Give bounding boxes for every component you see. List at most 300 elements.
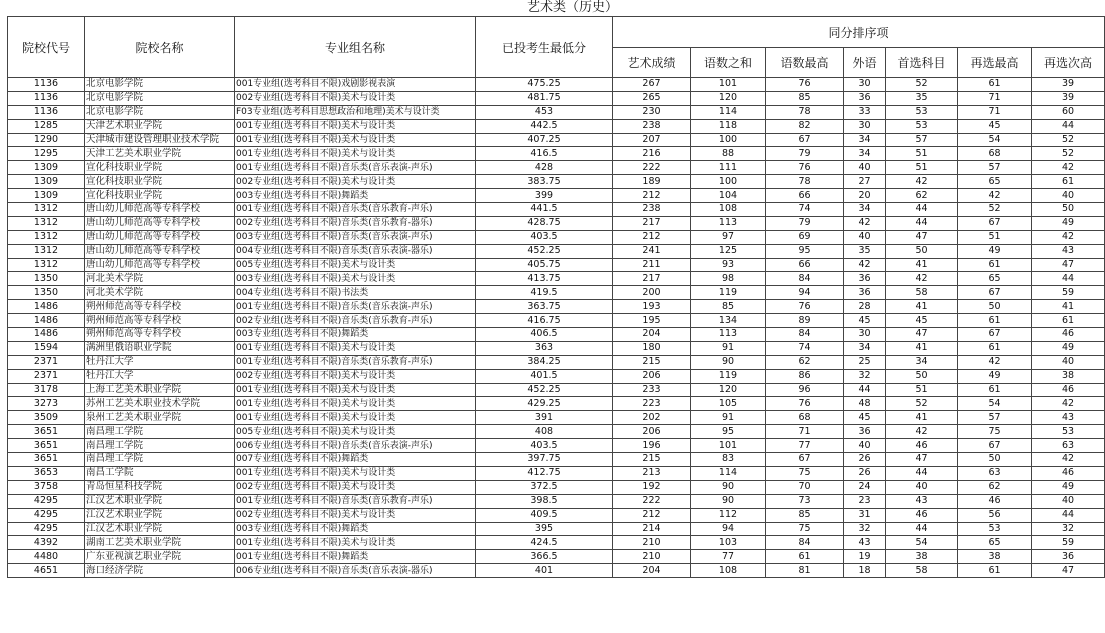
cell-min-score: 405.75: [476, 258, 613, 272]
table-row: [8, 550, 1105, 564]
cell-elective-second: 52: [1032, 147, 1105, 161]
cell-chinese-math-sum: 103: [691, 536, 766, 550]
cell-school-code: 1295: [8, 147, 85, 161]
table-row: [8, 508, 1105, 522]
table-row: [8, 536, 1105, 550]
cell-art-score: 215: [613, 355, 691, 369]
cell-art-score: 195: [613, 314, 691, 328]
table-row: [8, 494, 1105, 508]
cell-foreign-language: 36: [844, 425, 886, 439]
cell-min-score: 442.5: [476, 119, 613, 133]
header-group-name: 专业组名称: [235, 17, 476, 78]
cell-foreign-language: 32: [844, 522, 886, 536]
cell-art-score: 216: [613, 147, 691, 161]
page-title: 艺术类（历史）: [526, 0, 618, 15]
cell-min-score: 452.25: [476, 383, 613, 397]
cell-chinese-math-sum: 119: [691, 286, 766, 300]
cell-school-name: 南昌理工学院: [85, 425, 235, 439]
cell-first-subject: 58: [886, 564, 958, 578]
cell-elective-max: 67: [958, 286, 1032, 300]
cell-chinese-math-sum: 100: [691, 133, 766, 147]
cell-group-name: 001专业组(选考科目不限)音乐类(音乐教育-声乐): [235, 203, 476, 217]
cell-art-score: 267: [613, 78, 691, 92]
cell-school-name: 唐山幼儿师范高等专科学校: [85, 203, 235, 217]
cell-art-score: 214: [613, 522, 691, 536]
cell-foreign-language: 30: [844, 78, 886, 92]
cell-elective-second: 41: [1032, 300, 1105, 314]
cell-group-name: 006专业组(选考科目不限)音乐类(音乐表演-声乐): [235, 439, 476, 453]
cell-first-subject: 52: [886, 397, 958, 411]
cell-elective-max: 42: [958, 355, 1032, 369]
cell-foreign-language: 40: [844, 230, 886, 244]
cell-group-name: 001专业组(选考科目不限)美术与设计类: [235, 383, 476, 397]
cell-chinese-math-max: 95: [766, 244, 844, 258]
cell-chinese-math-max: 71: [766, 425, 844, 439]
cell-chinese-math-max: 84: [766, 272, 844, 286]
cell-school-name: 朔州师范高等专科学校: [85, 300, 235, 314]
cell-elective-second: 44: [1032, 272, 1105, 286]
cell-elective-second: 44: [1032, 508, 1105, 522]
cell-min-score: 397.75: [476, 453, 613, 467]
cell-school-code: 1312: [8, 230, 85, 244]
cell-foreign-language: 24: [844, 480, 886, 494]
cell-elective-max: 53: [958, 522, 1032, 536]
cell-chinese-math-sum: 104: [691, 189, 766, 203]
cell-chinese-math-max: 75: [766, 522, 844, 536]
cell-elective-second: 47: [1032, 258, 1105, 272]
cell-min-score: 424.5: [476, 536, 613, 550]
cell-elective-second: 46: [1032, 383, 1105, 397]
cell-min-score: 452.25: [476, 244, 613, 258]
cell-foreign-language: 28: [844, 300, 886, 314]
cell-school-code: 1486: [8, 314, 85, 328]
cell-school-code: 3651: [8, 453, 85, 467]
cell-elective-second: 42: [1032, 230, 1105, 244]
cell-elective-max: 61: [958, 314, 1032, 328]
cell-elective-second: 52: [1032, 133, 1105, 147]
cell-group-name: 001专业组(选考科目不限)美术与设计类: [235, 411, 476, 425]
cell-first-subject: 44: [886, 466, 958, 480]
cell-elective-second: 32: [1032, 522, 1105, 536]
cell-school-code: 4392: [8, 536, 85, 550]
cell-first-subject: 41: [886, 258, 958, 272]
cell-elective-max: 56: [958, 508, 1032, 522]
cell-school-code: 3651: [8, 425, 85, 439]
cell-school-code: 3653: [8, 466, 85, 480]
cell-chinese-math-max: 69: [766, 230, 844, 244]
cell-school-name: 牡丹江大学: [85, 369, 235, 383]
cell-first-subject: 47: [886, 453, 958, 467]
cell-elective-second: 38: [1032, 369, 1105, 383]
cell-school-code: 1136: [8, 105, 85, 119]
cell-art-score: 202: [613, 411, 691, 425]
cell-elective-second: 40: [1032, 494, 1105, 508]
cell-art-score: 238: [613, 119, 691, 133]
cell-art-score: 212: [613, 230, 691, 244]
cell-group-name: 001专业组(选考科目不限)美术与设计类: [235, 466, 476, 480]
cell-elective-max: 71: [958, 105, 1032, 119]
cell-group-name: 002专业组(选考科目不限)音乐类(音乐教育-器乐): [235, 216, 476, 230]
cell-school-code: 1136: [8, 91, 85, 105]
cell-elective-max: 51: [958, 230, 1032, 244]
cell-chinese-math-max: 84: [766, 328, 844, 342]
table-row: [8, 161, 1105, 175]
cell-school-code: 1350: [8, 286, 85, 300]
cell-group-name: 001专业组(选考科目不限)美术与设计类: [235, 119, 476, 133]
cell-art-score: 217: [613, 272, 691, 286]
cell-chinese-math-sum: 93: [691, 258, 766, 272]
cell-school-code: 1290: [8, 133, 85, 147]
cell-min-score: 383.75: [476, 175, 613, 189]
cell-first-subject: 50: [886, 369, 958, 383]
cell-first-subject: 43: [886, 494, 958, 508]
table-row: [8, 258, 1105, 272]
cell-chinese-math-sum: 88: [691, 147, 766, 161]
cell-elective-max: 46: [958, 494, 1032, 508]
cell-school-name: 河北美术学院: [85, 286, 235, 300]
cell-chinese-math-sum: 113: [691, 328, 766, 342]
cell-elective-max: 67: [958, 439, 1032, 453]
cell-first-subject: 50: [886, 244, 958, 258]
cell-first-subject: 44: [886, 522, 958, 536]
cell-min-score: 363.75: [476, 300, 613, 314]
cell-foreign-language: 27: [844, 175, 886, 189]
cell-elective-max: 65: [958, 175, 1032, 189]
cell-school-name: 河北美术学院: [85, 272, 235, 286]
cell-group-name: 005专业组(选考科目不限)美术与设计类: [235, 258, 476, 272]
cell-school-name: 江汉艺术职业学院: [85, 494, 235, 508]
cell-foreign-language: 23: [844, 494, 886, 508]
table-row: [8, 341, 1105, 355]
cell-elective-max: 50: [958, 300, 1032, 314]
table-row: [8, 230, 1105, 244]
cell-first-subject: 44: [886, 216, 958, 230]
cell-min-score: 401.5: [476, 369, 613, 383]
cell-chinese-math-max: 67: [766, 133, 844, 147]
header-school-name: 院校名称: [85, 17, 235, 78]
cell-first-subject: 40: [886, 480, 958, 494]
cell-elective-max: 67: [958, 328, 1032, 342]
cell-first-subject: 42: [886, 272, 958, 286]
table-row: [8, 300, 1105, 314]
cell-foreign-language: 26: [844, 453, 886, 467]
cell-elective-max: 49: [958, 369, 1032, 383]
cell-school-code: 1594: [8, 341, 85, 355]
cell-group-name: 001专业组(选考科目不限)音乐类(音乐表演-声乐): [235, 300, 476, 314]
cell-foreign-language: 35: [844, 244, 886, 258]
cell-art-score: 210: [613, 536, 691, 550]
cell-chinese-math-max: 74: [766, 203, 844, 217]
cell-chinese-math-max: 85: [766, 91, 844, 105]
cell-art-score: 265: [613, 91, 691, 105]
cell-art-score: 223: [613, 397, 691, 411]
cell-chinese-math-sum: 120: [691, 383, 766, 397]
cell-school-code: 2371: [8, 369, 85, 383]
cell-foreign-language: 40: [844, 161, 886, 175]
cell-min-score: 416.5: [476, 147, 613, 161]
cell-chinese-math-sum: 114: [691, 105, 766, 119]
cell-group-name: 001专业组(选考科目不限)美术与设计类: [235, 133, 476, 147]
cell-chinese-math-sum: 125: [691, 244, 766, 258]
cell-chinese-math-sum: 95: [691, 425, 766, 439]
cell-school-code: 1136: [8, 78, 85, 92]
cell-group-name: 002专业组(选考科目不限)美术与设计类: [235, 175, 476, 189]
cell-first-subject: 41: [886, 341, 958, 355]
cell-chinese-math-sum: 101: [691, 439, 766, 453]
cell-art-score: 192: [613, 480, 691, 494]
table-row: [8, 189, 1105, 203]
cell-art-score: 238: [613, 203, 691, 217]
cell-elective-max: 57: [958, 411, 1032, 425]
cell-min-score: 401: [476, 564, 613, 578]
cell-chinese-math-max: 82: [766, 119, 844, 133]
cell-first-subject: 57: [886, 133, 958, 147]
cell-min-score: 384.25: [476, 355, 613, 369]
cell-elective-second: 46: [1032, 466, 1105, 480]
cell-school-code: 2371: [8, 355, 85, 369]
cell-first-subject: 51: [886, 383, 958, 397]
cell-first-subject: 51: [886, 147, 958, 161]
cell-art-score: 241: [613, 244, 691, 258]
cell-school-name: 广东亚视演艺职业学院: [85, 550, 235, 564]
cell-chinese-math-sum: 90: [691, 494, 766, 508]
cell-elective-second: 60: [1032, 105, 1105, 119]
table-row: [8, 466, 1105, 480]
cell-elective-max: 45: [958, 119, 1032, 133]
cell-school-code: 1309: [8, 161, 85, 175]
cell-group-name: 001专业组(选考科目不限)美术与设计类: [235, 397, 476, 411]
cell-school-code: 1312: [8, 216, 85, 230]
cell-chinese-math-max: 68: [766, 411, 844, 425]
cell-elective-max: 68: [958, 147, 1032, 161]
cell-chinese-math-max: 96: [766, 383, 844, 397]
table-row: [8, 203, 1105, 217]
cell-chinese-math-max: 66: [766, 189, 844, 203]
cell-elective-max: 52: [958, 203, 1032, 217]
cell-school-name: 海口经济学院: [85, 564, 235, 578]
cell-art-score: 211: [613, 258, 691, 272]
cell-school-code: 1309: [8, 189, 85, 203]
table-row: [8, 369, 1105, 383]
cell-art-score: 193: [613, 300, 691, 314]
cell-elective-max: 38: [958, 550, 1032, 564]
cell-foreign-language: 40: [844, 439, 886, 453]
cell-school-code: 4295: [8, 494, 85, 508]
cell-school-code: 1309: [8, 175, 85, 189]
cell-group-name: 002专业组(选考科目不限)美术与设计类: [235, 369, 476, 383]
cell-elective-second: 47: [1032, 564, 1105, 578]
cell-elective-max: 61: [958, 258, 1032, 272]
cell-min-score: 409.5: [476, 508, 613, 522]
cell-first-subject: 53: [886, 105, 958, 119]
table-body: [8, 78, 1105, 578]
cell-school-name: 南昌理工学院: [85, 453, 235, 467]
table-row: [8, 564, 1105, 578]
cell-foreign-language: 33: [844, 105, 886, 119]
cell-chinese-math-sum: 113: [691, 216, 766, 230]
cell-chinese-math-max: 81: [766, 564, 844, 578]
cell-foreign-language: 32: [844, 369, 886, 383]
cell-min-score: 363: [476, 341, 613, 355]
cell-min-score: 441.5: [476, 203, 613, 217]
cell-group-name: 002专业组(选考科目不限)美术与设计类: [235, 91, 476, 105]
header-first-subject: 首选科目: [886, 48, 958, 78]
cell-group-name: 001专业组(选考科目不限)美术与设计类: [235, 341, 476, 355]
cell-min-score: 453: [476, 105, 613, 119]
header-foreign-language: 外语: [844, 48, 886, 78]
table-row: [8, 439, 1105, 453]
cell-chinese-math-sum: 91: [691, 341, 766, 355]
cell-elective-second: 49: [1032, 480, 1105, 494]
table-row: [8, 244, 1105, 258]
cell-school-name: 江汉艺术职业学院: [85, 508, 235, 522]
header-art-score: 艺术成绩: [613, 48, 691, 78]
cell-foreign-language: 45: [844, 314, 886, 328]
cell-school-name: 南昌工学院: [85, 466, 235, 480]
cell-first-subject: 38: [886, 550, 958, 564]
cell-foreign-language: 44: [844, 383, 886, 397]
cell-chinese-math-sum: 91: [691, 411, 766, 425]
cell-foreign-language: 45: [844, 411, 886, 425]
cell-min-score: 419.5: [476, 286, 613, 300]
cell-chinese-math-max: 70: [766, 480, 844, 494]
cell-group-name: 006专业组(选考科目不限)音乐类(音乐表演-器乐): [235, 564, 476, 578]
cell-group-name: 003专业组(选考科目不限)美术与设计类: [235, 272, 476, 286]
cell-school-name: 天津城市建设管理职业技术学院: [85, 133, 235, 147]
table-row: [8, 133, 1105, 147]
cell-foreign-language: 26: [844, 466, 886, 480]
cell-elective-second: 44: [1032, 119, 1105, 133]
table-row: [8, 314, 1105, 328]
cell-chinese-math-sum: 77: [691, 550, 766, 564]
cell-elective-max: 62: [958, 480, 1032, 494]
cell-min-score: 412.75: [476, 466, 613, 480]
cell-group-name: F03专业组(选考科目思想政治和地理)美术与设计类: [235, 105, 476, 119]
header-elective-second: 再选次高: [1032, 48, 1105, 78]
cell-art-score: 217: [613, 216, 691, 230]
cell-foreign-language: 30: [844, 119, 886, 133]
cell-school-name: 宣化科技职业学院: [85, 161, 235, 175]
cell-school-code: 1486: [8, 328, 85, 342]
cell-chinese-math-sum: 97: [691, 230, 766, 244]
cell-school-name: 南昌理工学院: [85, 439, 235, 453]
cell-chinese-math-max: 62: [766, 355, 844, 369]
header-school-code: 院校代号: [8, 17, 85, 78]
cell-first-subject: 46: [886, 508, 958, 522]
cell-group-name: 004专业组(选考科目不限)音乐类(音乐表演-器乐): [235, 244, 476, 258]
cell-elective-second: 42: [1032, 161, 1105, 175]
cell-foreign-language: 34: [844, 203, 886, 217]
cell-elective-max: 61: [958, 78, 1032, 92]
cell-art-score: 200: [613, 286, 691, 300]
cell-min-score: 481.75: [476, 91, 613, 105]
cell-foreign-language: 18: [844, 564, 886, 578]
cell-chinese-math-sum: 108: [691, 203, 766, 217]
cell-chinese-math-max: 76: [766, 300, 844, 314]
cell-min-score: 407.25: [476, 133, 613, 147]
table-row: [8, 119, 1105, 133]
cell-foreign-language: 36: [844, 91, 886, 105]
cell-first-subject: 41: [886, 411, 958, 425]
cell-school-code: 1486: [8, 300, 85, 314]
cell-first-subject: 44: [886, 203, 958, 217]
cell-school-name: 宣化科技职业学院: [85, 189, 235, 203]
cell-chinese-math-sum: 98: [691, 272, 766, 286]
cell-chinese-math-max: 89: [766, 314, 844, 328]
cell-elective-second: 50: [1032, 203, 1105, 217]
cell-art-score: 210: [613, 550, 691, 564]
table-row: [8, 216, 1105, 230]
table-row: [8, 175, 1105, 189]
cell-min-score: 403.5: [476, 439, 613, 453]
cell-foreign-language: 43: [844, 536, 886, 550]
cell-school-name: 唐山幼儿师范高等专科学校: [85, 244, 235, 258]
cell-school-name: 青岛恒星科技学院: [85, 480, 235, 494]
table-row: [8, 328, 1105, 342]
table-row: [8, 397, 1105, 411]
cell-foreign-language: 34: [844, 147, 886, 161]
cell-first-subject: 34: [886, 355, 958, 369]
cell-elective-second: 42: [1032, 397, 1105, 411]
cell-chinese-math-sum: 111: [691, 161, 766, 175]
cell-school-name: 唐山幼儿师范高等专科学校: [85, 230, 235, 244]
cell-school-code: 1350: [8, 272, 85, 286]
table-row: [8, 522, 1105, 536]
cell-chinese-math-sum: 108: [691, 564, 766, 578]
cell-chinese-math-max: 76: [766, 161, 844, 175]
cell-foreign-language: 48: [844, 397, 886, 411]
cell-group-name: 001专业组(选考科目不限)美术与设计类: [235, 536, 476, 550]
cell-art-score: 212: [613, 189, 691, 203]
cell-chinese-math-max: 77: [766, 439, 844, 453]
cell-school-name: 满洲里俄语职业学院: [85, 341, 235, 355]
cell-chinese-math-sum: 134: [691, 314, 766, 328]
table-row: [8, 91, 1105, 105]
cell-min-score: 403.5: [476, 230, 613, 244]
cell-group-name: 001专业组(选考科目不限)美术与设计类: [235, 147, 476, 161]
cell-foreign-language: 36: [844, 272, 886, 286]
cell-elective-max: 61: [958, 341, 1032, 355]
cell-first-subject: 47: [886, 230, 958, 244]
cell-elective-max: 49: [958, 244, 1032, 258]
cell-school-name: 上海工艺美术职业学院: [85, 383, 235, 397]
cell-elective-second: 43: [1032, 411, 1105, 425]
cell-school-name: 朔州师范高等专科学校: [85, 328, 235, 342]
cell-chinese-math-sum: 112: [691, 508, 766, 522]
cell-chinese-math-max: 75: [766, 466, 844, 480]
cell-group-name: 001专业组(选考科目不限)音乐类(音乐教育-声乐): [235, 355, 476, 369]
cell-first-subject: 58: [886, 286, 958, 300]
cell-elective-max: 71: [958, 91, 1032, 105]
cell-min-score: 429.25: [476, 397, 613, 411]
cell-elective-second: 63: [1032, 439, 1105, 453]
table-row: [8, 453, 1105, 467]
cell-elective-max: 54: [958, 397, 1032, 411]
cell-school-code: 1312: [8, 203, 85, 217]
cell-school-code: 1312: [8, 244, 85, 258]
cell-min-score: 399: [476, 189, 613, 203]
cell-school-name: 泉州工艺美术职业学院: [85, 411, 235, 425]
cell-first-subject: 54: [886, 536, 958, 550]
cell-first-subject: 42: [886, 175, 958, 189]
cell-school-code: 1285: [8, 119, 85, 133]
cell-chinese-math-sum: 90: [691, 355, 766, 369]
cell-art-score: 212: [613, 508, 691, 522]
cell-elective-second: 40: [1032, 355, 1105, 369]
cell-school-name: 北京电影学院: [85, 91, 235, 105]
cell-chinese-math-sum: 119: [691, 369, 766, 383]
cell-chinese-math-max: 74: [766, 341, 844, 355]
